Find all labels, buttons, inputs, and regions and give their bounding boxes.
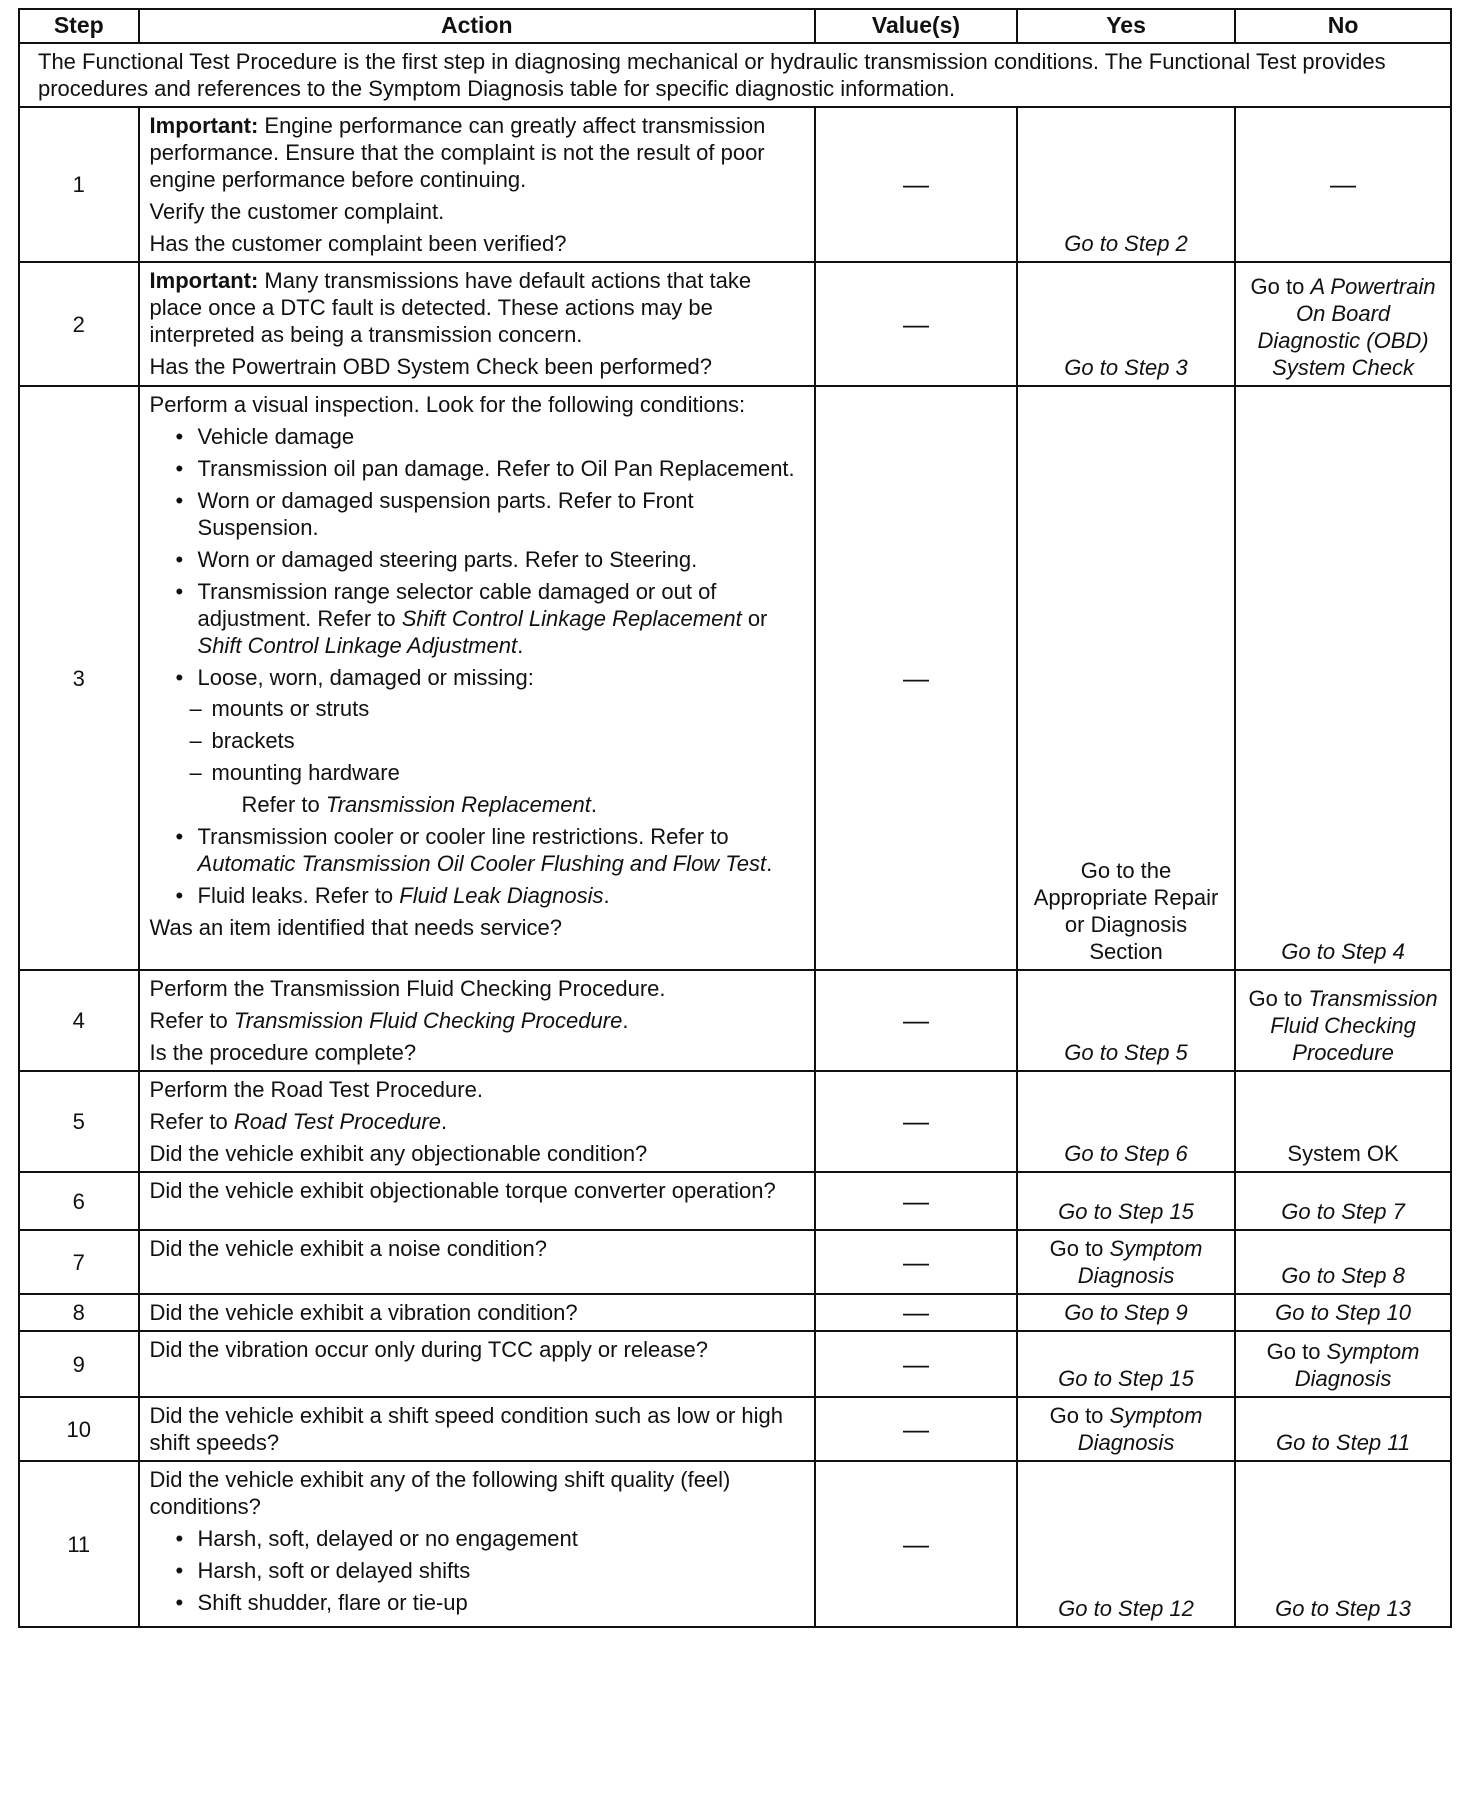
action-question: Did the vibration occur only during TCC apply or release? bbox=[139, 1331, 816, 1397]
action-cell bbox=[139, 262, 816, 386]
no-link[interactable]: A Powertrain On Board Diagnostic (OBD) System Check bbox=[1257, 274, 1436, 380]
value-cell: — bbox=[815, 1230, 1017, 1294]
no-link[interactable]: Go to Step 4 bbox=[1281, 939, 1405, 964]
step-number: 3 bbox=[19, 386, 139, 970]
link-shift-linkage-adjustment[interactable]: Shift Control Linkage Adjustment bbox=[197, 633, 518, 658]
no-cell: — bbox=[1235, 107, 1451, 262]
yes-link[interactable]: Go to Step 9 bbox=[1064, 1300, 1188, 1325]
yes-link[interactable]: Go to Step 15 bbox=[1058, 1199, 1194, 1224]
step-number: 7 bbox=[19, 1230, 139, 1294]
list-item: • Vehicle damage bbox=[198, 423, 805, 450]
link-oil-cooler-flushing[interactable]: Automatic Transmission Oil Cooler Flushing and Flow Test bbox=[197, 851, 767, 876]
table-row bbox=[19, 1294, 1451, 1331]
action-question: Has the Powertrain OBD System Check been performed? bbox=[149, 354, 712, 379]
list-item: • Shift shudder, flare or tie-up bbox=[198, 1589, 805, 1616]
header-yes: Yes bbox=[1017, 9, 1235, 43]
yes-cell bbox=[1017, 970, 1235, 1071]
no-cell bbox=[1235, 1230, 1451, 1294]
link-fluid-leak-diagnosis[interactable]: Fluid Leak Diagnosis bbox=[399, 883, 604, 908]
yes-cell bbox=[1017, 262, 1235, 386]
yes-cell bbox=[1017, 1331, 1235, 1397]
no-cell bbox=[1235, 1172, 1451, 1230]
action-question: Did the vehicle exhibit any of the following shift quality (feel) conditions? bbox=[149, 1467, 731, 1519]
value-cell: — bbox=[815, 1294, 1017, 1331]
list-item: • Loose, worn, damaged or missing: – mounts or struts – brackets – mounting hardware Refer to Transmission Replacement. bbox=[198, 664, 805, 818]
refer-text: Refer to Road Test Procedure. bbox=[149, 1109, 448, 1134]
action-question: Was an item identified that needs service? bbox=[149, 915, 563, 940]
sub-list-item: – mounts or struts bbox=[212, 695, 805, 722]
step-number: 4 bbox=[19, 970, 139, 1071]
yes-link[interactable]: Go to Step 12 bbox=[1058, 1596, 1194, 1621]
action-question: Did the vehicle exhibit any objectionable condition? bbox=[149, 1141, 648, 1166]
action-question: Has the customer complaint been verified? bbox=[149, 231, 567, 256]
value-cell: — bbox=[815, 1461, 1017, 1627]
value-cell: — bbox=[815, 1397, 1017, 1461]
important-text: Many transmissions have default actions that take place once a DTC fault is detected. These actions may be interpreted as being a transmission concern. bbox=[149, 268, 752, 347]
action-text: Perform the Road Test Procedure. bbox=[149, 1077, 483, 1102]
list-item: • Transmission cooler or cooler line restrictions. Refer to Automatic Transmission Oil Cooler Flushing and Flow Test. bbox=[198, 823, 805, 877]
refer-text: Refer to Transmission Replacement. bbox=[241, 792, 597, 817]
link-fluid-checking-procedure[interactable]: Transmission Fluid Checking Procedure bbox=[233, 1008, 623, 1033]
yes-link[interactable]: Go to Step 2 bbox=[1064, 231, 1188, 256]
yes-cell bbox=[1017, 107, 1235, 262]
action-text: Perform the Transmission Fluid Checking Procedure. bbox=[149, 976, 666, 1001]
action-question: Did the vehicle exhibit objectionable torque converter operation? bbox=[139, 1172, 816, 1230]
header-step: Step bbox=[19, 9, 139, 43]
no-cell bbox=[1235, 1461, 1451, 1627]
action-question: Did the vehicle exhibit a vibration condition? bbox=[139, 1294, 816, 1331]
header-action: Action bbox=[139, 9, 816, 43]
action-text: Verify the customer complaint. bbox=[149, 199, 445, 224]
condition-list bbox=[150, 1525, 805, 1616]
list-item: • Worn or damaged suspension parts. Refer to Front Suspension. bbox=[198, 487, 805, 541]
value-cell: — bbox=[815, 107, 1017, 262]
action-question: Did the vehicle exhibit a noise condition? bbox=[139, 1230, 816, 1294]
yes-link[interactable]: Go to Step 15 bbox=[1058, 1366, 1194, 1391]
step-number: 2 bbox=[19, 262, 139, 386]
yes-link[interactable]: Symptom Diagnosis bbox=[1077, 1403, 1203, 1455]
list-item: • Harsh, soft, delayed or no engagement bbox=[198, 1525, 805, 1552]
yes-link[interactable]: Go to Step 3 bbox=[1064, 355, 1188, 380]
link-road-test-procedure[interactable]: Road Test Procedure bbox=[233, 1109, 441, 1134]
action-cell bbox=[139, 1461, 816, 1627]
table-row bbox=[19, 1172, 1451, 1230]
list-item: • Harsh, soft or delayed shifts bbox=[198, 1557, 805, 1584]
sub-list bbox=[198, 695, 805, 786]
action-question: Is the procedure complete? bbox=[149, 1040, 417, 1065]
yes-cell: Go to Symptom Diagnosis bbox=[1017, 1230, 1235, 1294]
no-prefix: Go to bbox=[1250, 274, 1311, 299]
value-cell: — bbox=[815, 1331, 1017, 1397]
list-item: • Transmission range selector cable damaged or out of adjustment. Refer to Shift Control Linkage Replacement or Shift Control Linkage Adjustment. bbox=[198, 578, 805, 659]
table-row bbox=[19, 262, 1451, 386]
yes-cell bbox=[1017, 1461, 1235, 1627]
table-row bbox=[19, 1230, 1451, 1294]
table-row bbox=[19, 1331, 1451, 1397]
list-item: • Fluid leaks. Refer to Fluid Leak Diagnosis. bbox=[198, 882, 805, 909]
yes-cell bbox=[1017, 1172, 1235, 1230]
no-link[interactable]: Go to Step 13 bbox=[1275, 1596, 1411, 1621]
value-cell: — bbox=[815, 1172, 1017, 1230]
link-transmission-replacement[interactable]: Transmission Replacement bbox=[325, 792, 591, 817]
no-link[interactable]: Go to Step 8 bbox=[1281, 1263, 1405, 1288]
no-cell bbox=[1235, 1294, 1451, 1331]
action-cell bbox=[139, 970, 816, 1071]
yes-link[interactable]: Go to Step 5 bbox=[1064, 1040, 1188, 1065]
no-link[interactable]: Go to Step 10 bbox=[1275, 1300, 1411, 1325]
step-number: 6 bbox=[19, 1172, 139, 1230]
functional-test-table bbox=[18, 8, 1452, 1628]
intro-row bbox=[19, 43, 1451, 107]
value-cell: — bbox=[815, 386, 1017, 970]
action-text: Perform a visual inspection. Look for the following conditions: bbox=[149, 392, 746, 417]
important-text: Engine performance can greatly affect transmission performance. Ensure that the complaint is not the result of poor engine performance before continuing. bbox=[149, 113, 766, 192]
no-link[interactable]: Go to Step 7 bbox=[1281, 1199, 1405, 1224]
list-item: • Transmission oil pan damage. Refer to Oil Pan Replacement. bbox=[198, 455, 805, 482]
refer-text: Refer to Transmission Fluid Checking Procedure. bbox=[149, 1008, 629, 1033]
yes-cell: Go to Symptom Diagnosis bbox=[1017, 1397, 1235, 1461]
no-cell: System OK bbox=[1235, 1071, 1451, 1172]
link-shift-linkage-replacement[interactable]: Shift Control Linkage Replacement bbox=[401, 606, 742, 631]
no-cell bbox=[1235, 386, 1451, 970]
important-label: Important: bbox=[149, 268, 259, 293]
step-number: 10 bbox=[19, 1397, 139, 1461]
table-row bbox=[19, 970, 1451, 1071]
table-row bbox=[19, 1071, 1451, 1172]
table-row bbox=[19, 386, 1451, 970]
action-cell bbox=[139, 386, 816, 970]
step-number: 9 bbox=[19, 1331, 139, 1397]
action-question: Did the vehicle exhibit a shift speed condition such as low or high shift speeds? bbox=[139, 1397, 816, 1461]
no-cell: Go to Symptom Diagnosis bbox=[1235, 1331, 1451, 1397]
table-row bbox=[19, 107, 1451, 262]
intro-text: The Functional Test Procedure is the first step in diagnosing mechanical or hydraulic transmission conditions. The Functional Test provides procedures and references to the Symptom Diagnosis table for specific diagnostic information. bbox=[19, 43, 1451, 107]
no-link[interactable]: Go to Step 11 bbox=[1275, 1430, 1411, 1455]
yes-cell bbox=[1017, 1071, 1235, 1172]
step-number: 1 bbox=[19, 107, 139, 262]
no-cell: Go to Transmission Fluid Checking Procedure bbox=[1235, 970, 1451, 1071]
action-cell bbox=[139, 107, 816, 262]
yes-cell: Go to the Appropriate Repair or Diagnosis Section bbox=[1017, 386, 1235, 970]
table-row bbox=[19, 1397, 1451, 1461]
step-number: 8 bbox=[19, 1294, 139, 1331]
list-item: • Worn or damaged steering parts. Refer to Steering. bbox=[198, 546, 805, 573]
yes-link[interactable]: Symptom Diagnosis bbox=[1077, 1236, 1203, 1288]
no-link[interactable]: Symptom Diagnosis bbox=[1294, 1339, 1420, 1391]
value-cell: — bbox=[815, 1071, 1017, 1172]
step-number: 11 bbox=[19, 1461, 139, 1627]
header-row bbox=[19, 9, 1451, 43]
no-link[interactable]: Transmission Fluid Checking Procedure bbox=[1270, 986, 1438, 1065]
table-row bbox=[19, 1461, 1451, 1627]
header-values: Value(s) bbox=[815, 9, 1017, 43]
sub-list-item: – brackets bbox=[212, 727, 805, 754]
yes-cell bbox=[1017, 1294, 1235, 1331]
header-no: No bbox=[1235, 9, 1451, 43]
no-cell bbox=[1235, 262, 1451, 386]
value-cell: — bbox=[815, 262, 1017, 386]
step-number: 5 bbox=[19, 1071, 139, 1172]
no-cell bbox=[1235, 1397, 1451, 1461]
value-cell: — bbox=[815, 970, 1017, 1071]
action-cell bbox=[139, 1071, 816, 1172]
sub-list-item: – mounting hardware bbox=[212, 759, 805, 786]
condition-list bbox=[150, 423, 805, 909]
important-label: Important: bbox=[149, 113, 259, 138]
yes-link[interactable]: Go to Step 6 bbox=[1064, 1141, 1188, 1166]
